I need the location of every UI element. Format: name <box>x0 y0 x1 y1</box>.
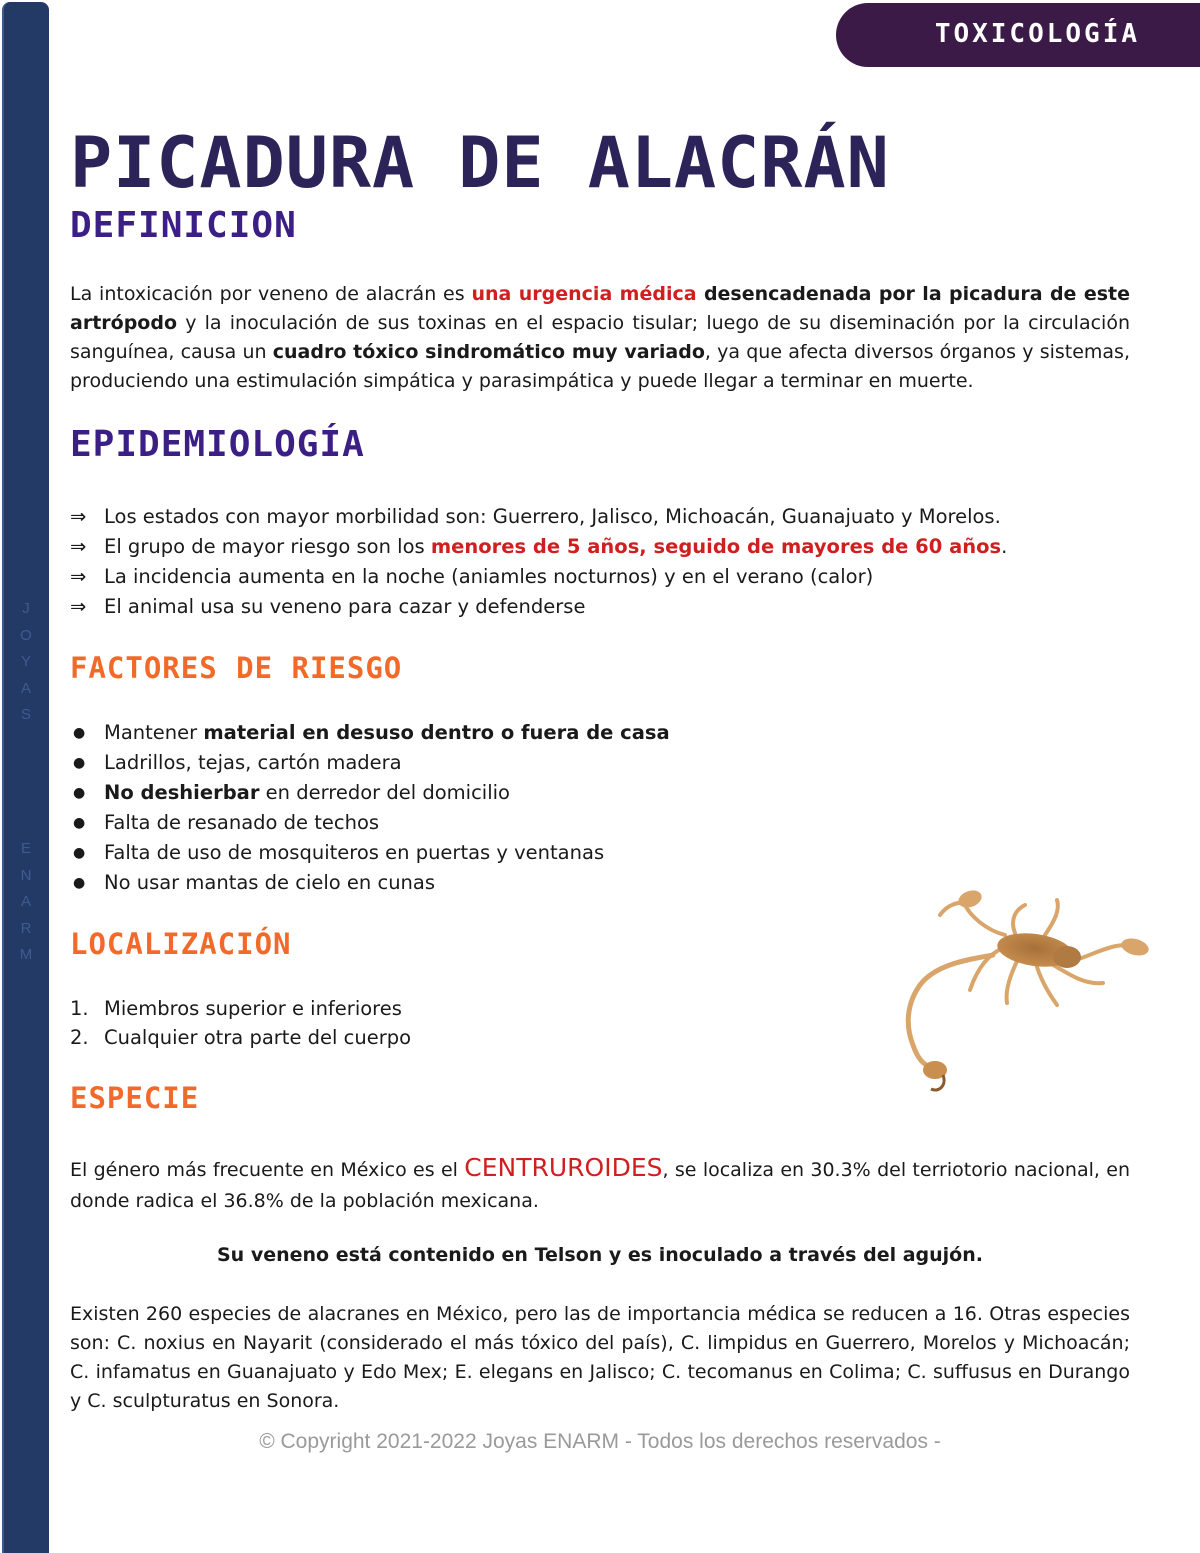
list-item: ● No usar mantas de cielo en cunas <box>70 868 670 898</box>
heading-definicion: DEFINICION <box>70 205 297 246</box>
bullet-icon: ● <box>73 725 86 741</box>
list-item: ● No deshierbar en derredor del domicilio <box>70 778 670 808</box>
especie-paragraph-1: El género más frecuente en México es el CENTRUROIDES, se localiza en 30.3% del terriotorio nacional, en donde radica el 36.8% de la población mexicana. <box>70 1153 1130 1212</box>
arrow-icon: ⇒ <box>70 505 87 528</box>
heading-localizacion: LOCALIZACIÓN <box>70 927 292 961</box>
localizacion-list <box>70 994 411 1052</box>
bullet-icon: ● <box>73 815 86 831</box>
list-item: ⇒ El animal usa su veneno para cazar y defenderse <box>70 592 1007 622</box>
arrow-icon: ⇒ <box>70 595 87 618</box>
factores-list <box>70 718 670 898</box>
list-item: 2. Cualquier otra parte del cuerpo <box>70 1026 412 1049</box>
page-title: PICADURA DE ALACRÁN <box>70 122 890 204</box>
category-tag-label: TOXICOLOGÍA <box>934 19 1140 49</box>
heading-factores-de-riesgo: FACTORES DE RIESGO <box>70 651 403 685</box>
scorpion-image <box>835 875 1170 1105</box>
list-item: ⇒ La incidencia aumenta en la noche (aniamles nocturnos) y en el verano (calor) <box>70 562 1007 592</box>
arrow-icon: ⇒ <box>70 535 87 558</box>
list-item: ⇒ El grupo de mayor riesgo son los menores de 5 años, seguido de mayores de 60 años. <box>70 532 1007 562</box>
bullet-icon: ● <box>73 875 86 891</box>
category-tag <box>836 3 1200 67</box>
sidebar-label-enarm: E N A R M <box>19 840 33 963</box>
especie-highlight-sentence: Su veneno está contenido en Telson y es inoculado a través del agujón. <box>217 1244 983 1266</box>
definicion-paragraph: La intoxicación por veneno de alacrán es una urgencia médica desencadenada por la picadura de este artrópodo y la inoculación de sus toxinas en el espacio tisular; luego de su diseminación por la circulación sanguínea, causa un cuadro tóxico sindromático muy variado, ya que afecta diversos órganos y sistemas, produciendo una estimulación simpática y parasimpática y puede llegar a terminar en muerte. <box>70 283 1131 392</box>
heading-especie: ESPECIE <box>70 1081 200 1115</box>
bullet-icon: ● <box>73 845 86 861</box>
side-bar <box>2 2 49 1553</box>
list-item: ● Ladrillos, tejas, cartón madera <box>70 748 670 778</box>
especie-paragraph-2: Existen 260 especies de alacranes en México, pero las de importancia médica se reducen a 16. Otras especies son: C. noxius en Nayarit (considerado el más tóxico del país), C. limpidus en Guerrero, Morelos y Michoacán; C. infamatus en Guanajuato y Edo Mex; E. elegans en Jalisco; C. tecomanus en Colima; C. suffusus en Durango y C. sculpturatus en Sonora. <box>70 1303 1130 1412</box>
arrow-icon: ⇒ <box>70 565 87 588</box>
epidemiologia-list <box>70 502 1007 622</box>
copyright-footer: © Copyright 2021-2022 Joyas ENARM - Todos los derechos reservados - <box>259 1430 941 1453</box>
list-item: ⇒ Los estados con mayor morbilidad son: Guerrero, Jalisco, Michoacán, Guanajuato y Morelos. <box>70 502 1007 532</box>
list-item: ● Mantener material en desuso dentro o fuera de casa <box>70 718 670 748</box>
list-item: ● Falta de resanado de techos <box>70 808 670 838</box>
bullet-icon: ● <box>73 755 86 771</box>
list-item: 1. Miembros superior e inferiores <box>70 997 402 1020</box>
heading-epidemiologia: EPIDEMIOLOGÍA <box>70 424 365 465</box>
sidebar-label-joyas: J O Y A S <box>20 600 32 723</box>
list-item: ● Falta de uso de mosquiteros en puertas y ventanas <box>70 838 670 868</box>
genus-highlight: CENTRUROIDES <box>464 1153 663 1182</box>
bullet-icon: ● <box>73 785 86 801</box>
